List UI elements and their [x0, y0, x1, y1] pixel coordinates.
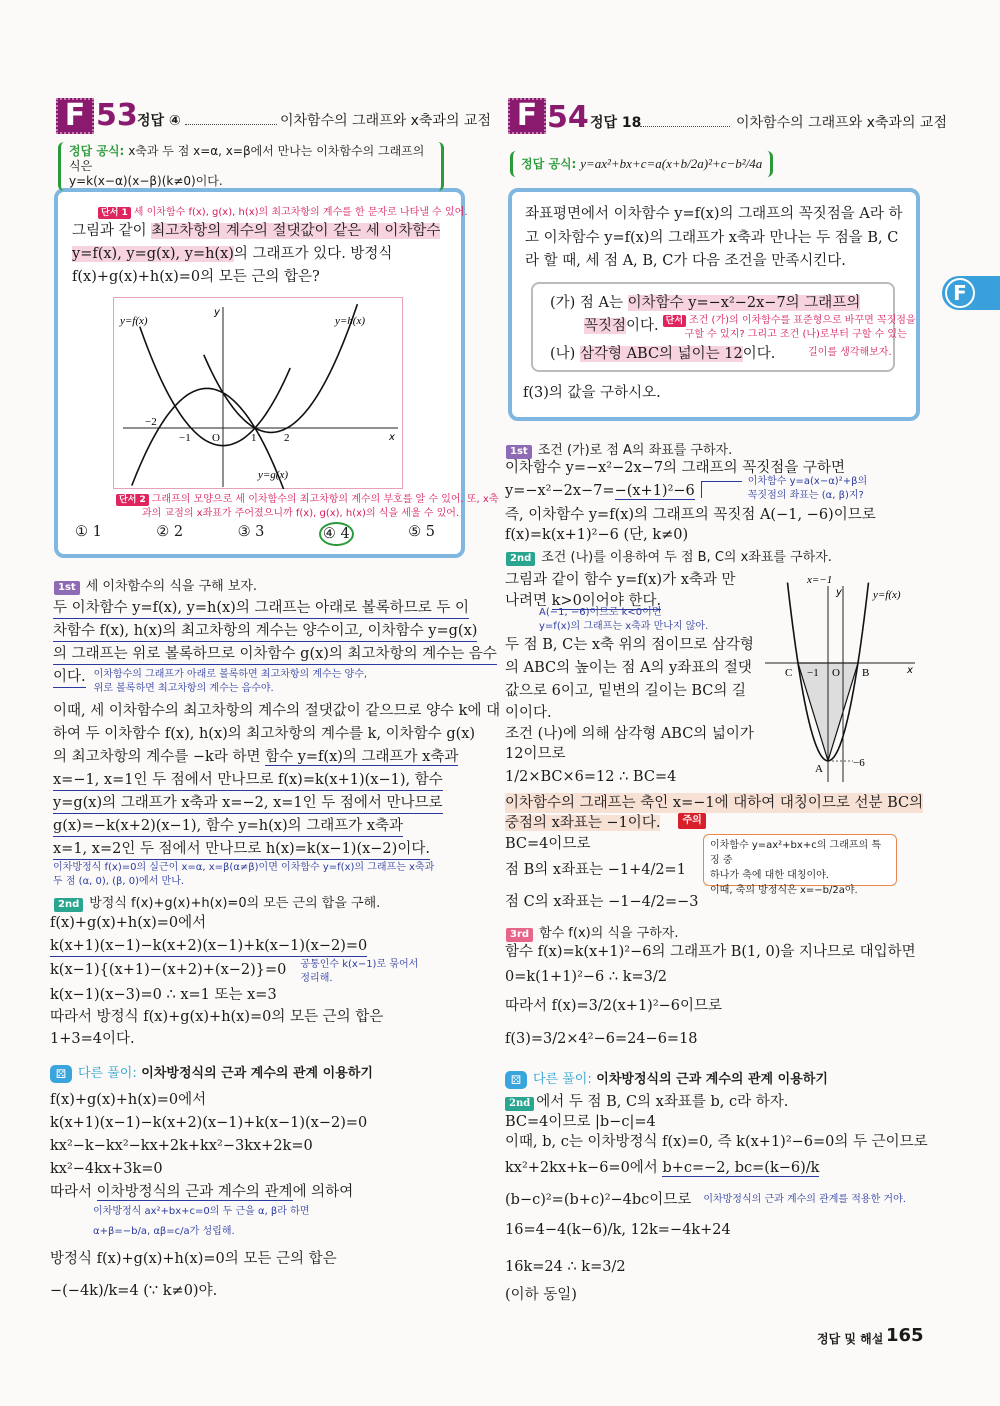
condition-a-cont: [584, 316, 916, 342]
solution-line-with-note: [53, 667, 367, 696]
callout-line: [701, 481, 742, 498]
solution-line: k(x+1)(x−1)−k(x+2)(x−1)+k(x−1)(x−2)=0: [50, 936, 367, 957]
note: 이차방정식의 근과 계수의 관계를 적용한 거야.: [703, 1194, 906, 1205]
note: A(−1, −6)이므로 k<0이면: [539, 607, 662, 618]
problem-number: 53: [96, 98, 138, 133]
hint-text: 세 이차함수 f(x), g(x), h(x)의 최고차항의 계수를 한 문자로 나타낼 수 있어.: [133, 207, 468, 218]
label-g: y=g(x): [258, 469, 289, 481]
axis-label: x=−1: [807, 574, 833, 586]
highlight: 최고차항의 계수의 절댓값이 같은 세 이차함수: [151, 223, 441, 239]
highlight-line: 중점의 x좌표는 −1이다.: [505, 815, 661, 831]
question-line: [72, 244, 392, 264]
hint: [663, 314, 916, 342]
tick-label: 1: [251, 432, 257, 444]
topic-title: 이차함수의 그래프와 x축과의 교점: [280, 113, 491, 129]
step-badge: 3rd: [506, 928, 533, 942]
solution-line: [50, 1182, 353, 1202]
leader-dots: [185, 124, 277, 125]
caution-box: [703, 834, 897, 896]
solution-line: 1+3=4이다.: [50, 1031, 135, 1047]
solution-line: [505, 1092, 788, 1112]
x-label: x: [389, 432, 395, 443]
choice-5[interactable]: ⑤ 5: [408, 524, 435, 540]
origin-label: O: [212, 432, 220, 444]
tick-label: −1: [179, 432, 191, 444]
text-underlined: b+c=−2, bc=(k−6)/k: [662, 1160, 820, 1176]
note: y=f(x)의 그래프는 x축과 만나지 않아.: [539, 621, 709, 632]
solution-line: kx²−4kx+3k=0: [50, 1161, 163, 1177]
note-line: 공통인수 k(x−1)로 묶어서: [300, 959, 419, 970]
solution-line-with-note: [505, 476, 868, 503]
step-1: [54, 575, 257, 595]
text-underlined: −(x+1)²−6: [614, 483, 695, 499]
condition-a: [550, 293, 860, 313]
solution-line: 이때, b, c는 이차방정식 f(x)=0, 즉 k(x+1)²−6=0의 두 근이므로: [505, 1134, 928, 1150]
step-title: 조건 (나)를 이용하여 두 점 B, C의 x좌표를 구하자.: [541, 550, 832, 565]
highlight-line-row: [505, 813, 706, 833]
page-number: 165: [886, 1325, 924, 1346]
choice-4-correct[interactable]: ④ 4: [319, 522, 354, 546]
point-a: A: [815, 763, 823, 775]
solution-line: k(x+1)(x−1)−k(x+2)(x−1)+k(x−1)(x−2)=0: [50, 1115, 368, 1131]
solution-line: 방정식 f(x)+g(x)+h(x)=0의 모든 근의 합은: [50, 1251, 337, 1267]
step-title: 방정식 f(x)+g(x)+h(x)=0의 모든 근의 합을 구해.: [89, 896, 381, 911]
solution-line: 두 이차함수 y=f(x), y=h(x)의 그래프는 아래로 볼록하므로 두 이: [53, 598, 469, 619]
label-f: y=f(x): [120, 315, 148, 327]
question-line: [72, 221, 440, 241]
step-title: 세 이차함수의 식을 구해 보자.: [85, 579, 258, 594]
solution-line: f(3)=3/2×4²−6=24−6=18: [505, 1031, 698, 1047]
solution-line: 하여 두 이차함수 f(x), h(x)의 최고차항의 계수를 k, 이차함수 g(x): [53, 726, 476, 742]
solution-line: k(x−1){(x+1)−(x+2)+(x−2)}=0: [50, 962, 287, 978]
hint-tag: 단서 1: [98, 207, 131, 219]
hint-1: [98, 206, 468, 220]
topic-title: 이차함수의 그래프와 x축과의 교점: [736, 115, 947, 131]
graph-53: [113, 297, 403, 489]
solution-line: (이하 동일): [505, 1287, 577, 1303]
hint-text: 조건 (가)의 이차함수를 표준형으로 바꾸면 꼭짓점을: [689, 315, 916, 326]
label-h: y=h(x): [335, 315, 366, 327]
text: y=−x²−2x−7=: [505, 483, 615, 499]
text: kx²+2kx+k−6=0에서: [505, 1160, 663, 1176]
solution-line: [53, 747, 458, 767]
tick-label: −1: [807, 667, 819, 679]
caution-text: 이차함수 y=ax²+bx+c의 그래프의 특징 중: [710, 840, 882, 866]
alt-label: 다른 풀이:: [78, 1066, 137, 1081]
solution-line: 이차함수 y=−x²−2x−7의 그래프의 꼭짓점을 구하면: [505, 460, 845, 476]
solution-line: 12이므로: [505, 746, 566, 762]
solution-line: 함수 f(x)=k(x+1)²−6의 그래프가 B(1, 0)을 지나므로 대입하면: [505, 944, 916, 960]
question-line: 좌표평면에서 이차함수 y=f(x)의 그래프의 꼭짓점을 A라 하: [525, 206, 903, 222]
origin-label: O: [832, 667, 840, 679]
text: 나려면: [505, 593, 552, 609]
solution-line: 이이다.: [505, 705, 552, 721]
solution-line: 점 B의 x좌표는 −1+4/2=1: [505, 862, 686, 878]
hint-2-cont: 과의 교점의 x좌표가 주어졌으니까 f(x), g(x), h(x)의 식을 세울 수 있어.: [142, 508, 460, 519]
solution-line: 즉, 이차함수 y=f(x)의 그래프의 꼭짓점 A(−1, −6)이므로: [505, 507, 876, 523]
note: 이차방정식 f(x)=0의 실근이 x=α, x=β(α≠β)이면 이차함수 y=f(x)의 그래프는 x축과: [53, 862, 435, 873]
text-underlined: 함수 y=f(x)의 그래프가 x축과: [265, 749, 459, 765]
text-underlined: 이차방정식의 근과 계수의 관계: [96, 1184, 293, 1200]
solution-line: 값으로 6이고, 밑변의 길이는 BC의 길: [505, 683, 746, 699]
step-3: [506, 922, 678, 942]
solution-line: 이다.: [53, 667, 86, 688]
note: [300, 958, 418, 986]
solution-line: 의 ABC의 높이는 점 A의 y좌표의 절댓: [505, 660, 752, 676]
step-2: [54, 892, 380, 912]
note-line: 정리해.: [300, 973, 333, 984]
note: α+β=−b/a, αβ=c/a가 성립해.: [93, 1226, 235, 1237]
solution-line-with-note: [50, 960, 418, 986]
solution-line: 차함수 f(x), h(x)의 최고차항의 계수는 양수이고, 이차함수 y=g(x): [53, 621, 477, 642]
text: 그림과 같이: [72, 223, 152, 239]
alt-solution-header: [505, 1068, 828, 1089]
note-line: 꼭짓점의 좌표는 (α, β)지?: [747, 490, 864, 501]
note: [748, 475, 867, 503]
highlight: 이차함수 y=−x²−2x−7의 그래프의: [627, 295, 861, 311]
footer-label: 정답 및 해설: [817, 1332, 884, 1346]
note-line: 이차함수 y=a(x−α)²+β의: [747, 476, 868, 487]
text: 의 최고차항의 계수를 −k라 하면: [53, 749, 266, 765]
solution-line: y=g(x)의 그래프가 x축과 x=−2, x=1인 두 점에서 만나므로: [53, 793, 443, 814]
dice-icon: ⚄: [50, 1065, 72, 1083]
tick-label: −6: [853, 757, 865, 769]
choice-3[interactable]: ③ 3: [237, 524, 265, 540]
solution-line: f(x)+g(x)+h(x)=0에서: [50, 915, 207, 931]
caution-text: 이때, 축의 방정식은 x=−b/2a야.: [710, 885, 858, 896]
answer-formula: [510, 151, 773, 177]
question-end: f(3)의 값을 구하시오.: [523, 385, 661, 401]
step-1: [506, 439, 732, 459]
tick-label: 2: [284, 432, 290, 444]
solution-line: [505, 1158, 819, 1178]
text-underlined: k>0이어야 한다.: [551, 593, 662, 609]
step-badge: 2nd: [505, 1097, 534, 1111]
step-title: 조건 (가)로 점 A의 좌표를 구하자.: [537, 443, 733, 458]
solution-line: f(x)=k(x+1)²−6 (단, k≠0): [505, 527, 689, 543]
hint-tag: 단서 2: [116, 494, 149, 506]
point-c: C: [785, 667, 793, 679]
note: 두 점 (α, 0), (β, 0)에서 만나.: [53, 876, 185, 887]
highlight-line: 이차함수의 그래프는 축인 x=−1에 대하여 대칭이므로 선분 BC의: [505, 795, 924, 811]
solution-line: 그림과 같이 함수 y=f(x)가 x축과 만: [505, 572, 736, 588]
step-badge: 1st: [54, 581, 80, 595]
step-2: [506, 546, 832, 566]
formula-label: 정답 공식:: [69, 144, 125, 158]
point-b: B: [862, 667, 870, 679]
step-badge: 1st: [506, 445, 532, 459]
formula-text-2: y=k(x−α)(x−β)(k≠0)이다.: [69, 174, 223, 188]
caution-text: 하나가 축에 대한 대칭이야.: [710, 870, 829, 881]
solution-line: 이때, 세 이차함수의 최고차항의 계수의 절댓값이 같으므로 양수 k에 대: [53, 703, 501, 719]
text: 이다.: [626, 318, 659, 334]
solution-line: −(−4k)/k=4 (∵ k≠0)야.: [50, 1283, 218, 1299]
solution-line: 점 C의 x좌표는 −1−4/2=−3: [505, 894, 699, 910]
note: [94, 668, 367, 696]
choice-2[interactable]: ② 2: [156, 524, 184, 540]
solution-line: f(x)+g(x)+h(x)=0에서: [50, 1092, 207, 1108]
solution-line: g(x)=−k(x+2)(x−1), 함수 y=h(x)의 그래프가 x축과: [53, 816, 403, 837]
note-line: 이차함수의 그래프가 아래로 볼록하면 최고차항의 계수는 양수,: [93, 669, 368, 680]
answer-label: 정답 18: [590, 115, 642, 131]
solution-line: 따라서 방정식 f(x)+g(x)+h(x)=0의 모든 근의 합은: [50, 1009, 384, 1025]
hint-cont: 길이를 생각해보자.: [808, 347, 892, 358]
choices: [75, 522, 435, 546]
alt-solution-header: [50, 1062, 373, 1083]
caution-tag: 주의: [678, 813, 705, 829]
formula-text: x축과 두 점 x=α, x=β에서 만나는 이차함수의 그래프의 식은: [69, 144, 425, 173]
solution-line: 따라서 f(x)=3/2(x+1)²−6이므로: [505, 998, 723, 1014]
solution-line: x=−1, x=1인 두 점에서 만나므로 f(x)=k(x+1)(x−1), 함수: [53, 770, 443, 791]
hint-text: 그래프의 모양으로 세 이차함수의 최고차항의 계수의 부호를 알 수 있어. 또, x축: [151, 494, 499, 505]
y-label: y: [214, 307, 220, 318]
solution-line: kx²−k−kx²−kx+2k+kx²−3kx+2k=0: [50, 1138, 313, 1154]
hint-2: [116, 493, 499, 507]
alt-title: 이차방정식의 근과 계수의 관계 이용하기: [596, 1072, 828, 1087]
tick-label: −2: [145, 416, 157, 428]
solution-line: 16k=24 ∴ k=3/2: [505, 1259, 626, 1275]
section-badge: F: [508, 98, 546, 134]
solution-line: (b−c)²=(b+c)²−4bc이므로: [505, 1192, 692, 1208]
step-badge: 2nd: [506, 552, 535, 566]
solution-line: x=1, x=2인 두 점에서 만나므로 h(x)=k(x−1)(x−2)이다.: [53, 839, 430, 860]
leader-dots: [640, 126, 730, 127]
text: 에서 두 점 B, C의 x좌표를 b, c라 하자.: [536, 1094, 789, 1110]
section-badge: F: [56, 98, 94, 134]
text: (나): [550, 346, 580, 362]
highlight: 꼭짓점: [584, 318, 627, 334]
hint-cont: 구할 수 있지? 그리고 조건 (나)로부터 구할 수 있는: [684, 329, 907, 340]
solution-line: 1/2×BC×6=12 ∴ BC=4: [505, 769, 677, 785]
dice-icon: ⚄: [505, 1071, 527, 1089]
solution-line: 조건 (나)에 의해 삼각형 ABC의 넓이가: [505, 726, 754, 742]
solution-line: BC=4이므로 |b−c|=4: [505, 1114, 656, 1130]
question-line: f(x)+g(x)+h(x)=0의 모든 근의 합은?: [72, 269, 320, 285]
question-line: 라 할 때, 세 점 A, B, C가 다음 조건을 만족시킨다.: [525, 253, 846, 269]
text: (가) 점 A는: [550, 295, 628, 311]
highlight: 삼각형 ABC의 넓이는 12: [579, 346, 743, 362]
chapter-tab[interactable]: [942, 276, 1000, 310]
text: 에 의하여: [292, 1184, 354, 1200]
solution-line: 두 점 B, C는 x축 위의 점이므로 삼각형: [505, 637, 754, 653]
formula-text: y=ax²+bx+c=a(x+b/2a)²+c−b²/4a: [580, 156, 763, 171]
problem-number: 54: [547, 100, 589, 135]
y-label: y: [836, 587, 842, 598]
solution-line: 의 그래프는 위로 볼록하므로 이차함수 g(x)의 최고차항의 계수는 음수: [53, 644, 497, 665]
step-title: 함수 f(x)의 식을 구하자.: [539, 926, 679, 941]
condition-b: [550, 344, 775, 364]
answer-label: 정답 ④: [137, 113, 181, 129]
hint-tag: 단서: [663, 315, 686, 327]
text: 이다.: [742, 346, 776, 362]
solution-line: 16=4−4(k−6)/k, 12k=−4k+24: [505, 1222, 731, 1238]
solution-line: k(x−1)(x−3)=0 ∴ x=1 또는 x=3: [50, 987, 277, 1003]
text: 따라서: [50, 1184, 97, 1200]
choice-1[interactable]: ① 1: [75, 524, 102, 540]
question-line: 고 이차함수 y=f(x)의 그래프가 x축과 만나는 두 점을 B, C: [525, 230, 899, 246]
graph-54: [765, 572, 920, 784]
x-label: x: [907, 665, 913, 676]
solution-line: 0=k(1+1)²−6 ∴ k=3/2: [505, 969, 667, 985]
text: 의 그래프가 있다. 방정식: [233, 246, 393, 262]
answer-formula: [58, 142, 444, 191]
formula-label: 정답 공식:: [521, 157, 577, 171]
solution-line: BC=4이므로: [505, 836, 591, 852]
alt-title: 이차방정식의 근과 계수의 관계 이용하기: [141, 1066, 373, 1081]
solution-line-with-note: [505, 1190, 906, 1210]
note-line: 위로 볼록하면 최고차항의 계수는 음수야.: [93, 683, 274, 694]
highlight: y=f(x), y=g(x), y=h(x): [72, 246, 234, 262]
label-f: y=f(x): [873, 589, 901, 601]
note: 이차방정식 ax²+bx+c=0의 두 근을 α, β라 하면: [93, 1206, 310, 1217]
chapter-tab-label: F: [945, 278, 975, 308]
alt-label: 다른 풀이:: [533, 1072, 592, 1087]
step-badge: 2nd: [54, 898, 83, 912]
